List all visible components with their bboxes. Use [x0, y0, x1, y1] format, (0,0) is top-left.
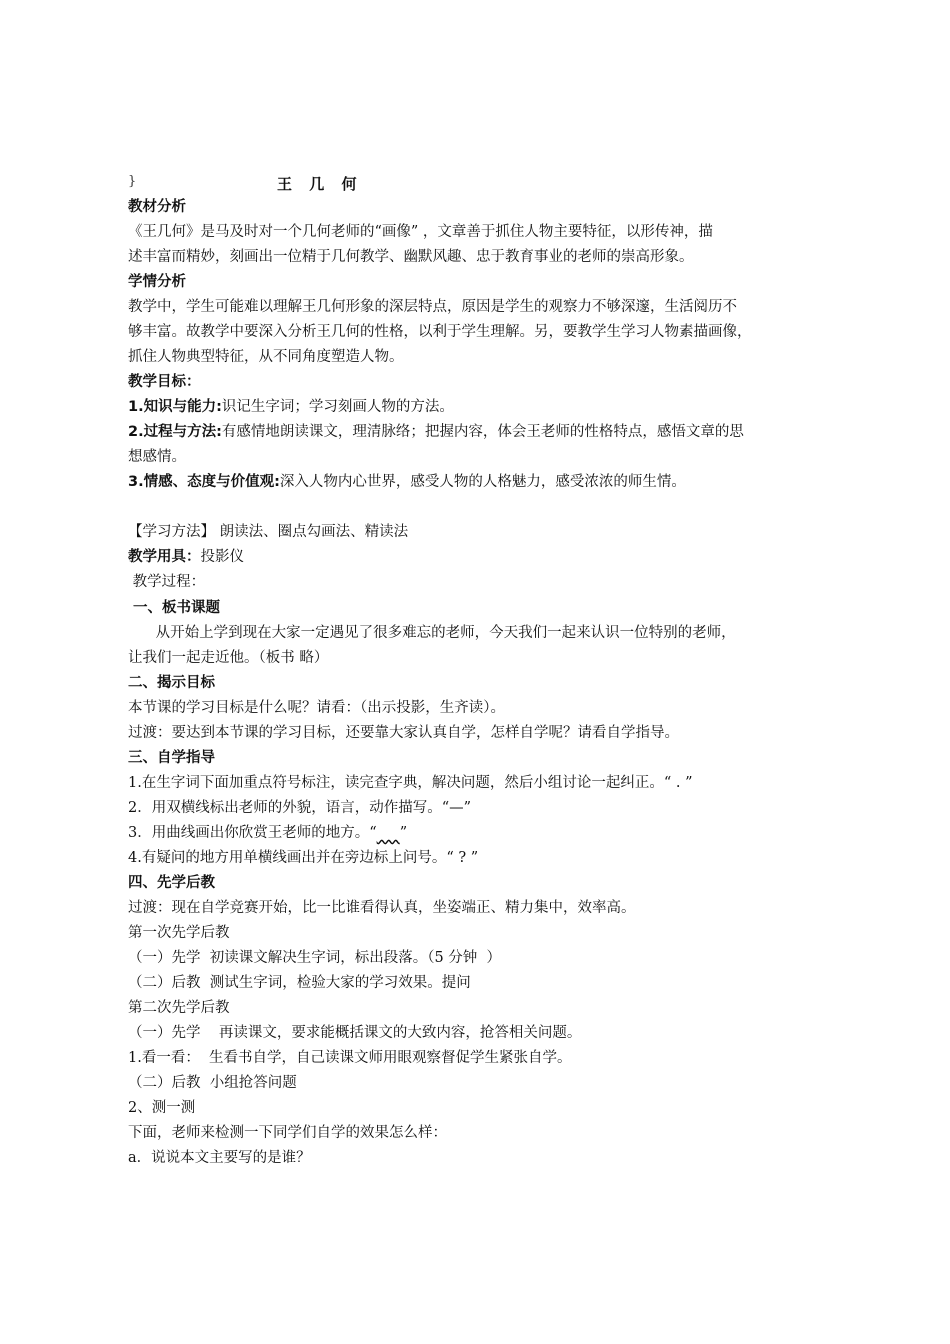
section-4-line-1: 过渡：现在自学竞赛开始，比一比谁看得认真，坐姿端正、精力集中，效率高。	[128, 900, 636, 916]
section-4-line-11: a．说说本文主要写的是谁？	[128, 1150, 311, 1166]
xueqing-line-3: 抓住人物典型特征，从不同角度塑造人物。	[128, 349, 404, 365]
heading-jiaocai: 教材分析	[128, 199, 186, 215]
heading-section-2: 二、揭示目标	[128, 675, 215, 691]
section-3-item-4: 4.有疑问的地方用单横线画出并在旁边标上问号。“ ? ”	[128, 850, 479, 866]
goal-1-label: 1.知识与能力:	[128, 399, 222, 415]
teaching-tools-label: 教学用具：	[128, 549, 201, 565]
goal-3-text: 深入人物内心世界，感受人物的人格魅力，感受浓浓的师生情。	[279, 474, 686, 490]
section-3-item-1: 1.在生字词下面加重点符号标注，读完查字典，解决问题，然后小组讨论一起纠正。“ . ”	[128, 775, 693, 791]
document-title: 王 几 何	[277, 175, 363, 193]
section-1-line-1: 从开始上学到现在大家一定遇见了很多难忘的老师，今天我们一起来认识一位特别的老师，	[128, 625, 736, 641]
section-4-line-10: 下面，老师来检测一下同学们自学的效果怎么样：	[128, 1125, 447, 1141]
section-1-line-2: 让我们一起走近他。（板书 略）	[128, 650, 329, 666]
teaching-tools-text: 投影仪	[200, 549, 244, 565]
goal-2	[128, 422, 744, 442]
teaching-tools	[128, 547, 244, 567]
heading-section-3: 三、自学指导	[128, 750, 215, 766]
section-3-item-2: 2．用双横线标出老师的外貌，语言，动作描写。“—”	[128, 800, 472, 816]
heading-mubiao: 教学目标：	[128, 374, 201, 390]
section-4-line-3: （一）先学 初读课文解决生字词，标出段落。（5 分钟 ）	[128, 950, 502, 966]
goal-1	[128, 397, 454, 417]
section-3-item-3-close: ”	[399, 825, 408, 841]
section-4-line-4: （二）后教 测试生字词，检验大家的学习效果。提问	[128, 975, 471, 991]
goal-3-label: 3.情感、态度与价值观:	[128, 474, 280, 490]
jiaocai-line-1: 《王几何》是马及时对一个几何老师的“画像” ，文章善于抓住人物主要特征，以形传神，描	[128, 224, 713, 240]
section-2-line-1: 本节课的学习目标是什么呢？请看：（出示投影，生齐读）。	[128, 700, 505, 716]
goal-3	[128, 472, 686, 492]
jiaocai-line-2: 述丰富而精妙，刻画出一位精于几何教学、幽默风趣、忠于教育事业的老师的崇高形象。	[128, 249, 694, 265]
teaching-process: 教学过程：	[128, 574, 206, 590]
section-4-line-2: 第一次先学后教	[128, 925, 230, 941]
goal-2-label: 2.过程与方法:	[128, 424, 222, 440]
xueqing-line-2: 够丰富。故教学中要深入分析王几何的性格，以利于学生理解。另，要教学生学习人物素描画像，	[128, 324, 752, 340]
section-2-line-2: 过渡：要达到本节课的学习目标，还要靠大家认真自学，怎样自学呢？请看自学指导。	[128, 725, 679, 741]
xueqing-line-1: 教学中，学生可能难以理解王几何形象的深层特点，原因是学生的观察力不够深邃，生活阅历不	[128, 299, 737, 315]
goal-2-text: 有感情地朗读课文，理清脉络；把握内容，体会王老师的性格特点，感悟文章的思	[221, 424, 744, 440]
section-4-line-5: 第二次先学后教	[128, 1000, 230, 1016]
goal-1-text: 识记生字词；学习刻画人物的方法。	[221, 399, 454, 415]
heading-section-4: 四、先学后教	[128, 875, 215, 891]
section-4-line-8: （二）后教 小组抢答问题	[128, 1075, 297, 1091]
section-4-line-9: 2、测一测	[128, 1100, 196, 1116]
stray-brace: }	[128, 174, 137, 189]
section-4-line-7: 1.看一看： 生看书自学，自己读课文师用眼观察督促学生紧张自学。	[128, 1050, 572, 1066]
section-3-item-3	[128, 823, 407, 843]
section-4-line-6: （一）先学 再读课文，要求能概括课文的大致内容，抢答相关问题。	[128, 1025, 582, 1041]
study-methods: 【学习方法】 朗读法、圈点勾画法、精读法	[128, 524, 409, 540]
heading-section-1: 一、板书课题	[128, 600, 221, 616]
section-3-item-3-text: 3．用曲线画出你欣赏王老师的地方。“	[128, 825, 377, 841]
heading-xueqing: 学情分析	[128, 274, 186, 290]
goal-2-cont: 想感情。	[128, 449, 186, 465]
wavy-line-sample	[377, 825, 400, 841]
